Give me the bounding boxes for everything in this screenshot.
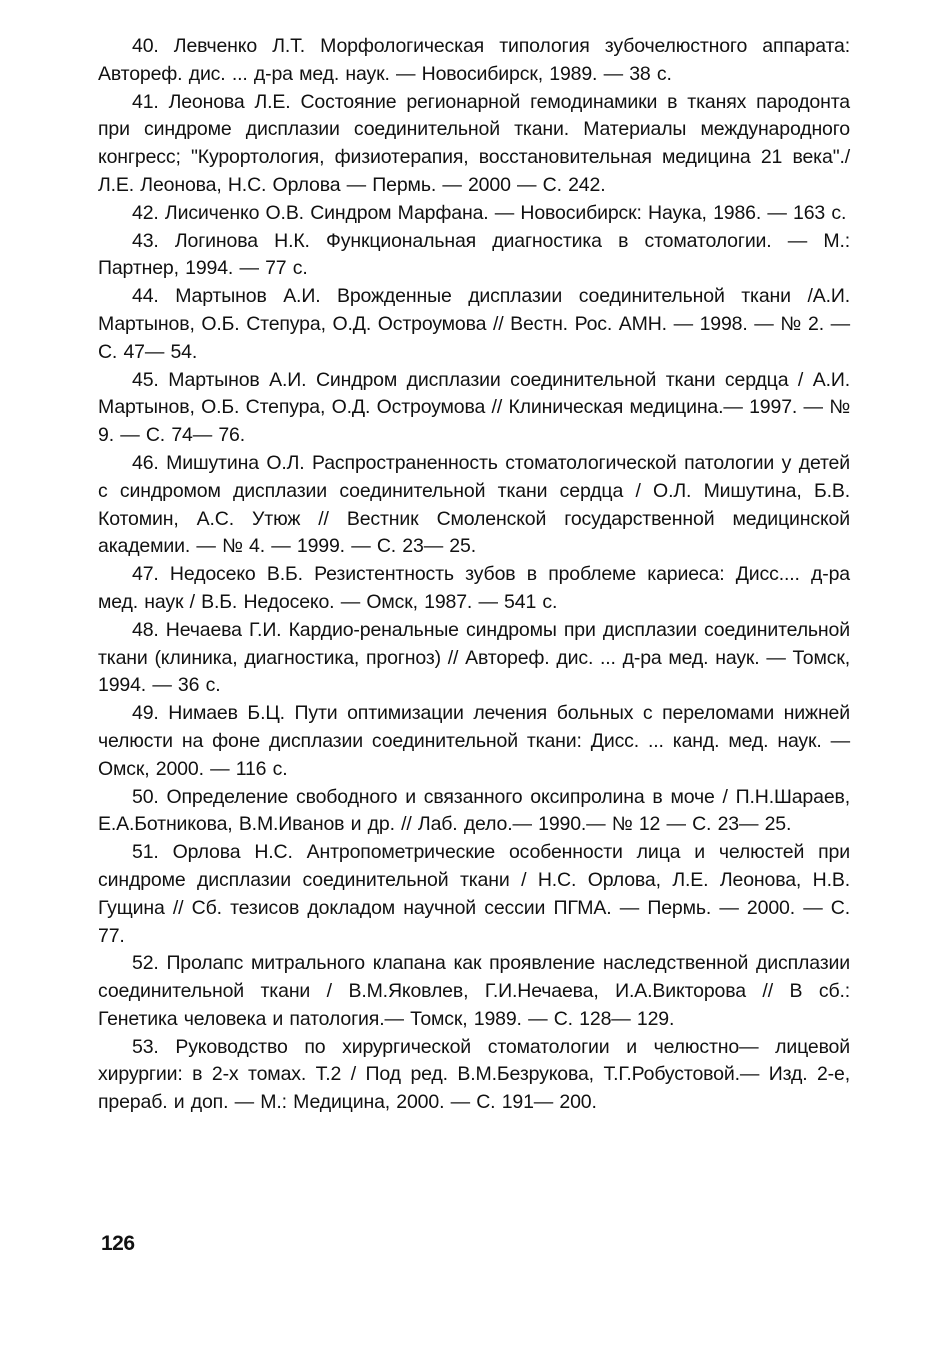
reference-item: 43. Логинова Н.К. Функциональная диагностика в стоматологии. — М.: Партнер, 1994. — 77 с. [98, 229, 850, 280]
reference-item: 50. Определение свободного и связанного оксипролина в моче / П.Н.Шараев, Е.А.Ботникова, В.М.Иванов и др. // Лаб. дело.— 1990.— № 12 — С. 23— 25. [98, 785, 850, 836]
reference-item: 49. Нимаев Б.Ц. Пути оптимизации лечения больных с переломами нижней челюсти на фоне дисплазии соединительной ткани: Дисс. ... канд. мед. наук. — Омск, 2000. — 116 с. [98, 702, 850, 780]
reference-item: 48. Нечаева Г.И. Кардио-ренальные синдромы при дисплазии соединительной ткани (клиника, диагностика, прогноз) // Автореф. дис. ... д-ра мед. наук. — Томск, 1994. — 36 с. [98, 618, 850, 697]
reference-list [98, 33, 850, 1117]
reference-item: 42. Лисиченко О.В. Синдром Марфана. — Новосибирск: Наука, 1986. — 163 с. [132, 201, 847, 224]
reference-item: 47. Недосеко В.Б. Резистентность зубов в проблеме кариеса: Дисс.... д-ра мед. наук / В.Б. Недосеко. — Омск, 1987. — 541 с. [98, 563, 850, 613]
reference-item: 40. Левченко Л.Т. Морфологическая типология зубочелюстного аппарата: Автореф. дис. ... д-ра мед. наук. — Новосибирск, 1989. — 38 с. [98, 35, 850, 85]
reference-item: 44. Мартынов А.И. Врожденные дисплазии соединительной ткани /А.И. Мартынов, О.Б. Степура, О.Д. Остроумова // Вестн. Рос. АМН. — 1998. — № 2. — С. 47— 54. [98, 285, 850, 363]
page-number: 126 [101, 1232, 135, 1255]
reference-item: 52. Пролапс митрального клапана как проявление наследственной дисплазии соединительной ткани / В.М.Яковлев, Г.И.Нечаева, И.А.Викторова // В сб.: Генетика человека и патология.— Томск, 1989. — С. 128— 129. [98, 952, 850, 1030]
reference-item: 46. Мишутина О.Л. Распространенность стоматологической патологии у детей с синдромом дисплазии соединительной ткани сердца / О.Л. Мишутина, Б.В. Котомин, А.С. Утюж // Вестник Смоленской государственной медицинской академии. — № 4. — 1999. — С. 23— 25. [98, 451, 850, 558]
reference-item: 53. Руководство по хирургической стоматологии и челюстно— лицевой хирургии: в 2-х томах. Т.2 / Под ред. В.М.Безрукова, Т.Г.Робустовой.— Изд. 2-е, прераб. и доп. — М.: Медицина, 2000. — С. 191— 200. [98, 1035, 850, 1114]
reference-item: 45. Мартынов А.И. Синдром дисплазии соединительной ткани сердца / А.И. Мартынов, О.Б. Степура, О.Д. Остроумова // Клиническая медицина.— 1997. — № 9. — С. 74— 76. [98, 368, 850, 447]
reference-item: 41. Леонова Л.Е. Состояние регионарной гемодинамики в тканях пародонта при синдроме дисплазии соединительной ткани. Материалы международного конгресс; "Курортология, физиотерапия, восстановительная медицина 21 века"./ Л.Е. Леонова, Н.С. Орлова — Пермь. — 2000 — С. 242. [98, 90, 850, 196]
reference-item: 51. Орлова Н.С. Антропометрические особенности лица и челюстей при синдроме дисплазии соединительной ткани / Н.С. Орлова, Л.Е. Леонова, Н.В. Гущина // Сб. тезисов докладом научной сессии ПГМА. — Пермь. — 2000. — С. 77. [98, 841, 850, 947]
